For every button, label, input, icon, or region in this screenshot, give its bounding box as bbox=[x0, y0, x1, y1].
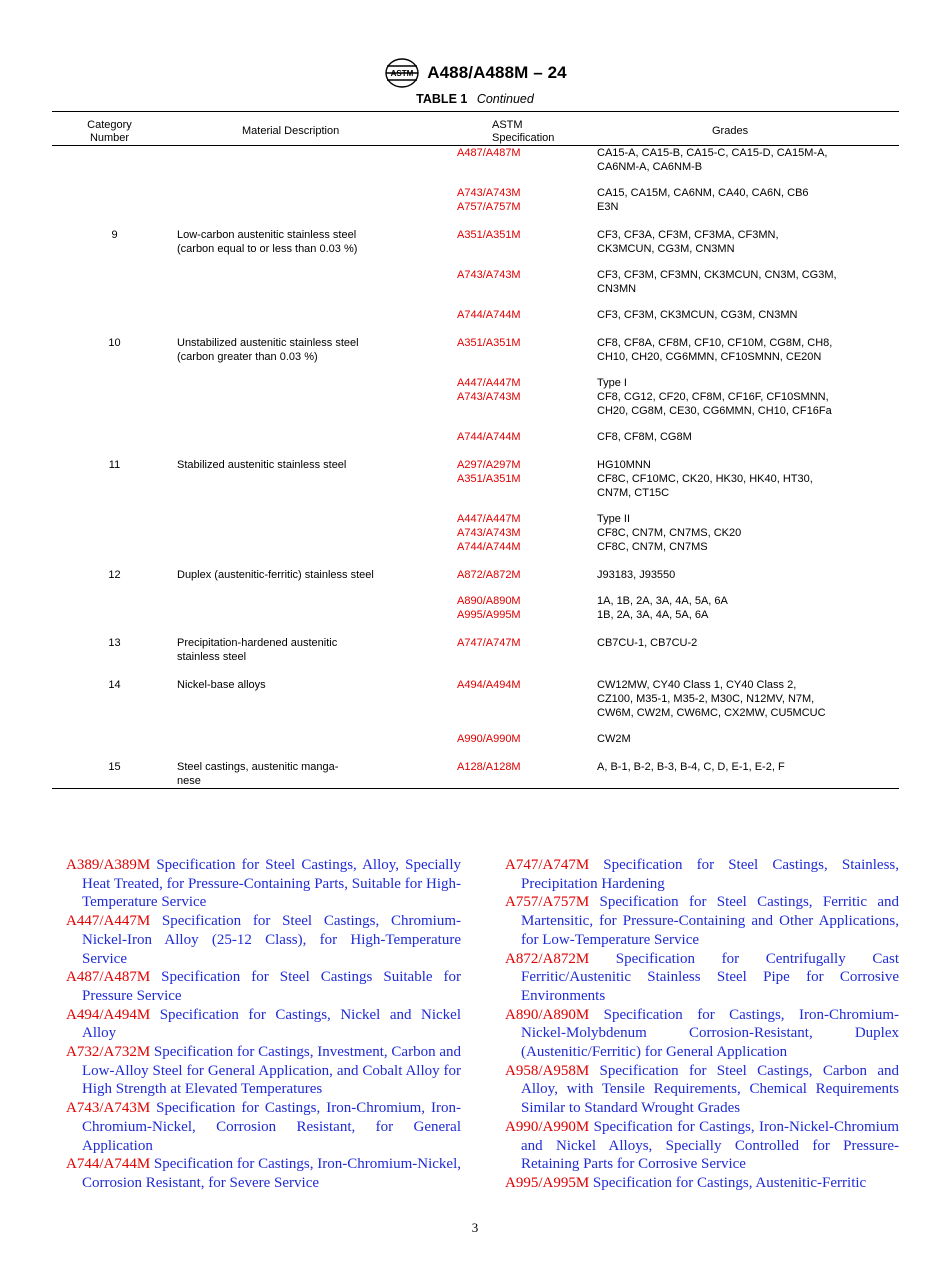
reference-code-link[interactable]: A494/A494M bbox=[66, 1006, 151, 1023]
category-number: 12 bbox=[108, 569, 121, 581]
material-description: Stabilized austenitic stainless steel bbox=[177, 459, 347, 471]
table-header-row bbox=[52, 112, 899, 146]
grade-text: A, B-1, B-2, B-3, B-4, C, D, E-1, E-2, F bbox=[597, 761, 785, 773]
reference-title-link[interactable]: Specification for Steel Castings Suitable for Pressure Service bbox=[82, 969, 461, 1004]
row-spacer bbox=[52, 322, 899, 336]
specification-link[interactable]: A995/A995M bbox=[457, 609, 521, 621]
reference-item bbox=[66, 856, 461, 912]
category-number bbox=[52, 146, 177, 215]
specification-link[interactable]: A747/A747M bbox=[457, 637, 521, 649]
specification-link[interactable]: A487/A487M bbox=[457, 147, 521, 159]
grade-text: HG10MNN bbox=[597, 459, 651, 471]
grade-text: CF8, CF8M, CG8M bbox=[597, 431, 692, 443]
table-row bbox=[52, 760, 899, 789]
grades-cell bbox=[597, 568, 899, 622]
reference-item bbox=[66, 1099, 461, 1155]
astm-specification-cell bbox=[457, 146, 597, 215]
column-header: Grades bbox=[597, 112, 899, 146]
astm-logo-icon bbox=[383, 56, 421, 90]
reference-title-link[interactable]: Specification for Castings, Iron-Chromium-Nickel-Molybdenum Corrosion-Resistant, Duplex (Austenitic/Ferritic) for General Application bbox=[521, 1006, 899, 1061]
reference-code-link[interactable]: A447/A447M bbox=[66, 913, 151, 930]
page-number: 3 bbox=[471, 1220, 479, 1235]
astm-specification-cell bbox=[457, 760, 597, 789]
material-description: Precipitation-hardened austenitic stainless steel bbox=[177, 637, 338, 663]
reference-title-link[interactable]: Specification for Castings, Iron-Chromium-Nickel, Corrosion Resistant, for Severe Service bbox=[82, 1156, 461, 1191]
reference-item bbox=[505, 893, 899, 949]
grade-text: CF8C, CN7M, CN7MS bbox=[597, 541, 708, 553]
reference-item bbox=[66, 912, 461, 968]
grade-text: CF3, CF3M, CK3MCUN, CG3M, CN3MN bbox=[597, 309, 798, 321]
category-number: 14 bbox=[108, 679, 121, 691]
category-number: 13 bbox=[108, 637, 121, 649]
astm-specification-cell bbox=[457, 336, 597, 444]
reference-code-link[interactable]: A744/A744M bbox=[66, 1156, 151, 1173]
references-right-column bbox=[505, 856, 899, 1193]
references-left-column bbox=[66, 856, 461, 1193]
reference-code-link[interactable]: A890/A890M bbox=[505, 1006, 590, 1023]
reference-code-link[interactable]: A872/A872M bbox=[505, 950, 590, 967]
row-spacer bbox=[52, 444, 899, 458]
table-caption bbox=[0, 92, 950, 106]
grade-text: CB7CU-1, CB7CU-2 bbox=[597, 637, 698, 649]
specification-link[interactable]: A447/A447M bbox=[457, 513, 521, 525]
reference-code-link[interactable]: A487/A487M bbox=[66, 969, 151, 986]
specification-link[interactable]: A890/A890M bbox=[457, 595, 521, 607]
category-number: 9 bbox=[111, 229, 118, 241]
grades-cell bbox=[597, 636, 899, 664]
reference-title-link[interactable]: Specification for Centrifugally Cast Ferritic/Austenitic Stainless Steel Pipe for Corrosive Environments bbox=[521, 950, 899, 1004]
reference-title-link[interactable]: Specification for Steel Castings, Ferritic and Martensitic, for Pressure-Containing and Other Applications, for Low-Temperature Service bbox=[521, 894, 899, 948]
astm-specification-cell bbox=[457, 678, 597, 746]
reference-code-link[interactable]: A743/A743M bbox=[66, 1100, 151, 1117]
reference-item bbox=[505, 1118, 899, 1174]
astm-specification-cell bbox=[457, 568, 597, 622]
row-spacer bbox=[52, 664, 899, 678]
reference-title-link[interactable]: Specification for Steel Castings, Stainless, Precipitation Hardening bbox=[521, 857, 899, 892]
material-description: Low-carbon austenitic stainless steel (carbon equal to or less than 0.03 %) bbox=[177, 229, 358, 255]
reference-code-link[interactable]: A757/A757M bbox=[505, 894, 590, 911]
specification-link[interactable]: A297/A297M bbox=[457, 459, 521, 471]
grades-cell bbox=[597, 228, 899, 322]
table-body bbox=[52, 146, 899, 789]
grade-text: CF8C, CF10MC, CK20, HK30, HK40, HT30, CN7M, CT15C bbox=[597, 473, 813, 499]
material-description: Nickel-base alloys bbox=[177, 679, 266, 691]
specification-link[interactable]: A757/A757M bbox=[457, 201, 521, 213]
specification-link[interactable]: A447/A447M bbox=[457, 377, 521, 389]
grade-text: CF8C, CN7M, CN7MS, CK20 bbox=[597, 527, 742, 539]
specification-link[interactable]: A744/A744M bbox=[457, 541, 521, 553]
grades-cell bbox=[597, 760, 899, 789]
specification-link[interactable]: A743/A743M bbox=[457, 187, 521, 199]
page-header bbox=[0, 56, 950, 90]
reference-code-link[interactable]: A990/A990M bbox=[505, 1118, 590, 1135]
reference-title-link[interactable]: Specification for Steel Castings, Chromium-Nickel-Iron Alloy (25-12 Class), for High-Temperature Service bbox=[82, 913, 461, 967]
astm-specification-cell bbox=[457, 636, 597, 664]
material-description bbox=[177, 146, 457, 215]
table-row bbox=[52, 336, 899, 444]
row-spacer bbox=[52, 622, 899, 636]
specification-link[interactable]: A351/A351M bbox=[457, 473, 521, 485]
table-row bbox=[52, 678, 899, 746]
grades-cell bbox=[597, 458, 899, 554]
grades-cell bbox=[597, 336, 899, 444]
reference-title-link[interactable]: Specification for Castings, Iron-Nickel-Chromium and Nickel Alloys, Specially Controlled for Pressure-Retaining Parts for Corrosive Service bbox=[521, 1118, 899, 1173]
reference-title-link[interactable]: Specification for Castings, Austenitic-Ferritic bbox=[589, 1174, 867, 1191]
specification-link[interactable]: A744/A744M bbox=[457, 431, 521, 443]
grade-text: CF3, CF3A, CF3M, CF3MA, CF3MN, CK3MCUN, CG3M, CN3MN bbox=[597, 229, 779, 255]
specification-link[interactable]: A351/A351M bbox=[457, 337, 521, 349]
specification-link[interactable]: A744/A744M bbox=[457, 309, 521, 321]
spec-table bbox=[52, 111, 899, 789]
specification-link[interactable]: A128/A128M bbox=[457, 761, 521, 773]
reference-title-link[interactable]: Specification for Steel Castings, Alloy, Specially Heat Treated, for Pressure-Containing Parts, Suitable for High-Temperature Service bbox=[82, 857, 461, 911]
document-title: A488/A488M – 24 bbox=[427, 63, 567, 82]
grade-text: 1B, 2A, 3A, 4A, 5A, 6A bbox=[597, 609, 709, 621]
grade-text: Type I bbox=[597, 377, 627, 389]
category-number: 10 bbox=[108, 337, 121, 349]
grade-text: CW2M bbox=[597, 733, 631, 745]
specification-link[interactable]: A743/A743M bbox=[457, 527, 521, 539]
astm-specification-cell bbox=[457, 458, 597, 554]
grade-text: CF8, CG12, CF20, CF8M, CF16F, CF10SMNN, CH20, CG8M, CE30, CG6MMN, CH10, CF16Fa bbox=[597, 391, 832, 417]
table-row bbox=[52, 228, 899, 322]
reference-item bbox=[505, 950, 899, 1006]
reference-item bbox=[66, 968, 461, 1005]
table-row bbox=[52, 636, 899, 664]
grade-text: J93183, J93550 bbox=[597, 569, 676, 581]
reference-code-link[interactable]: A732/A732M bbox=[66, 1044, 151, 1061]
reference-item bbox=[505, 856, 899, 893]
reference-code-link[interactable]: A389/A389M bbox=[66, 857, 151, 873]
specification-link[interactable]: A990/A990M bbox=[457, 733, 521, 745]
specification-link[interactable]: A743/A743M bbox=[457, 269, 521, 281]
column-header: Material Description bbox=[177, 112, 457, 146]
category-number: 11 bbox=[108, 459, 121, 471]
grade-text: E3N bbox=[597, 201, 619, 213]
grades-cell bbox=[597, 146, 899, 215]
reference-title-link[interactable]: Specification for Castings, Investment, Carbon and Low-Alloy Steel for General Application, and Cobalt Alloy for High Strength at Elevated Temperatures bbox=[82, 1044, 461, 1098]
column-header: ASTM Specification bbox=[457, 112, 597, 146]
reference-item bbox=[66, 1155, 461, 1192]
table-label: TABLE 1 bbox=[416, 92, 468, 106]
reference-item bbox=[66, 1006, 461, 1043]
row-spacer bbox=[52, 214, 899, 228]
material-description: Unstabilized austenitic stainless steel (carbon greater than 0.03 %) bbox=[177, 337, 359, 363]
specification-link[interactable]: A351/A351M bbox=[457, 229, 521, 241]
logo-text: ASTM bbox=[390, 69, 414, 78]
reference-item bbox=[505, 1062, 899, 1118]
reference-title-link[interactable]: Specification for Castings, Nickel and Nickel Alloy bbox=[82, 1006, 461, 1042]
category-number: 15 bbox=[108, 761, 121, 773]
specification-link[interactable]: A494/A494M bbox=[457, 679, 521, 691]
row-spacer bbox=[52, 746, 899, 760]
specification-link[interactable]: A743/A743M bbox=[457, 391, 521, 403]
table-row bbox=[52, 568, 899, 622]
grade-text: 1A, 1B, 2A, 3A, 4A, 5A, 6A bbox=[597, 595, 728, 607]
reference-item bbox=[66, 1043, 461, 1099]
grade-text: CW12MW, CY40 Class 1, CY40 Class 2, CZ100, M35-1, M35-2, M30C, N12MV, N7M, CW6M, CW2M, CW6MC, CX2MW, CU5MCUC bbox=[597, 679, 826, 719]
grade-text: CA15, CA15M, CA6NM, CA40, CA6N, CB6 bbox=[597, 187, 809, 199]
grade-text: CF8, CF8A, CF8M, CF10, CF10M, CG8M, CH8, CH10, CH20, CG6MMN, CF10SMNN, CE20N bbox=[597, 337, 833, 363]
table-row bbox=[52, 458, 899, 554]
row-spacer bbox=[52, 554, 899, 568]
specification-link[interactable]: A872/A872M bbox=[457, 569, 521, 581]
reference-title-link[interactable]: Specification for Castings, Iron-Chromium, Iron-Chromium-Nickel, Corrosion Resistant, for General Application bbox=[82, 1100, 461, 1154]
astm-specification-cell bbox=[457, 228, 597, 322]
reference-code-link[interactable]: A747/A747M bbox=[505, 857, 590, 873]
column-header: Category Number bbox=[52, 112, 177, 146]
material-description: Duplex (austenitic-ferritic) stainless steel bbox=[177, 569, 374, 581]
reference-title-link[interactable]: Specification for Steel Castings, Carbon and Alloy, with Tensile Requirements, Chemical Requirements Similar to Standard Wrought Grades bbox=[521, 1062, 899, 1117]
reference-code-link[interactable]: A958/A958M bbox=[505, 1062, 590, 1079]
table-continued: Continued bbox=[476, 92, 534, 106]
table-row bbox=[52, 146, 899, 215]
grade-text: Type II bbox=[597, 513, 631, 525]
grade-text: CA15-A, CA15-B, CA15-C, CA15-D, CA15M-A, CA6NM-A, CA6NM-B bbox=[597, 147, 828, 173]
reference-code-link[interactable]: A995/A995M bbox=[505, 1174, 590, 1191]
material-description: Steel castings, austenitic manga- nese bbox=[177, 761, 339, 787]
reference-item bbox=[505, 1174, 899, 1193]
grades-cell bbox=[597, 678, 899, 746]
grade-text: CF3, CF3M, CF3MN, CK3MCUN, CN3M, CG3M, CN3MN bbox=[597, 269, 837, 295]
reference-item bbox=[505, 1006, 899, 1062]
